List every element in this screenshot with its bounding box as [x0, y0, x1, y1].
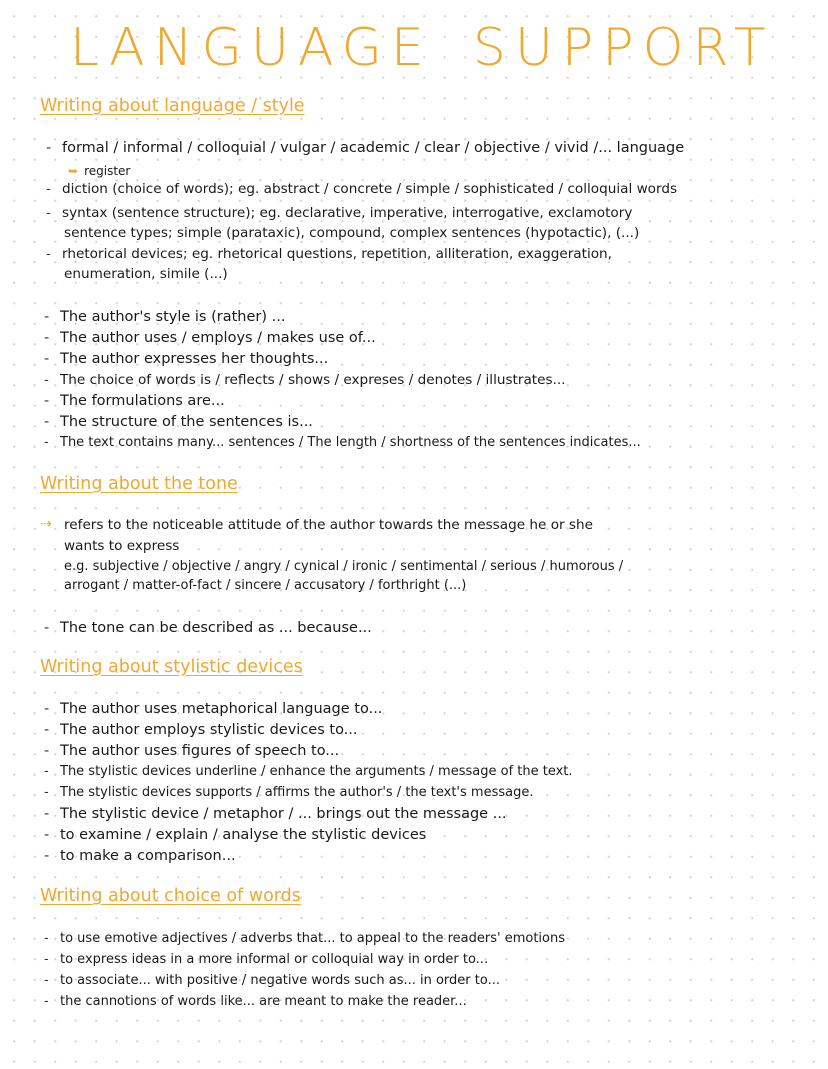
style-phrase-6: - The structure of the sentences is...: [44, 414, 313, 430]
arrow-icon: ⇢: [40, 516, 52, 532]
style-phrase-3: - The author expresses her thoughts...: [44, 351, 329, 367]
stylistic-phrase-2: - The author employs stylistic devices to...: [44, 722, 358, 738]
style-point-4-cont: enumeration, simile (...): [64, 266, 228, 282]
stylistic-phrase-5: - The stylistic devices supports / affirms the author's / the text's message.: [44, 785, 534, 800]
tone-definition-2: wants to express: [64, 538, 180, 554]
style-point-2: - diction (choice of words); eg. abstract / concrete / simple / sophisticated / colloquial words: [46, 181, 678, 197]
style-phrase-1: - The author's style is (rather) ...: [44, 309, 286, 325]
style-phrase-2: - The author uses / employs / makes use of...: [44, 330, 376, 346]
stylistic-phrase-4: - The stylistic devices underline / enhance the arguments / message of the text.: [44, 764, 573, 779]
tone-definition-1: refers to the noticeable attitude of the author towards the message he or she: [64, 517, 593, 533]
stylistic-phrase-8: - to make a comparison...: [44, 848, 236, 864]
tone-phrase: - The tone can be described as ... because...: [44, 620, 372, 636]
style-phrase-7: - The text contains many... sentences / The length / shortness of the sentences indicates...: [44, 435, 641, 450]
heading-stylistic-devices: Writing about stylistic devices: [40, 657, 303, 677]
stylistic-phrase-1: - The author uses metaphorical language to...: [44, 701, 383, 717]
choice-phrase-4: - the cannotions of words like... are meant to make the reader...: [44, 994, 467, 1009]
stylistic-phrase-7: - to examine / explain / analyse the stylistic devices: [44, 827, 427, 843]
title-part-1: LANGUAGE: [70, 18, 433, 78]
style-phrase-4: - The choice of words is / reflects / shows / expreses / denotes / illustrates...: [44, 372, 566, 388]
heading-tone: Writing about the tone: [40, 474, 238, 494]
choice-phrase-3: - to associate... with positive / negative words such as... in order to...: [44, 973, 500, 988]
style-phrase-5: - The formulations are...: [44, 393, 225, 409]
heading-language-style: Writing about language / style: [40, 96, 305, 116]
register-note: ➥ register: [68, 164, 131, 178]
page-title: [70, 18, 775, 78]
stylistic-phrase-3: - The author uses figures of speech to...: [44, 743, 340, 759]
tone-examples-1: e.g. subjective / objective / angry / cynical / ironic / sentimental / serious / humorous /: [64, 559, 624, 574]
tone-examples-2: arrogant / matter-of-fact / sincere / accusatory / forthright (...): [64, 578, 467, 593]
choice-phrase-1: - to use emotive adjectives / adverbs that... to appeal to the readers' emotions: [44, 931, 566, 946]
style-point-1: - formal / informal / colloquial / vulgar / academic / clear / objective / vivid /... language: [46, 140, 685, 156]
style-point-3-cont: sentence types; simple (parataxic), compound, complex sentences (hypotactic), (...): [64, 225, 640, 241]
heading-choice-of-words: Writing about choice of words: [40, 886, 301, 906]
stylistic-phrase-6: - The stylistic device / metaphor / ... brings out the message ...: [44, 806, 507, 822]
style-point-4: - rhetorical devices; eg. rhetorical questions, repetition, alliteration, exaggeration,: [46, 246, 612, 262]
title-part-2: SUPPORT: [472, 18, 775, 78]
choice-phrase-2: - to express ideas in a more informal or colloquial way in order to...: [44, 952, 489, 967]
style-point-3: - syntax (sentence structure); eg. declarative, imperative, interrogative, exclamotory: [46, 205, 633, 221]
